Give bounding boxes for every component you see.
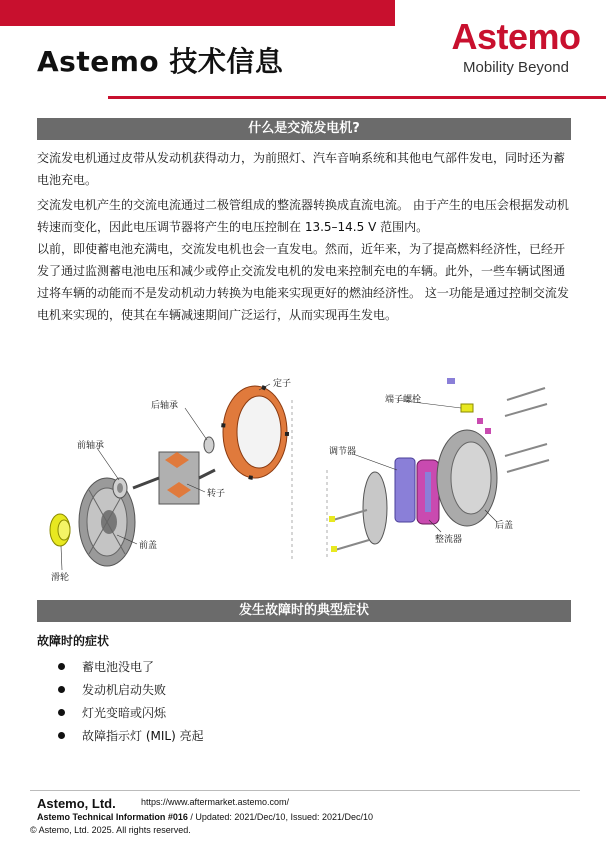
rear-bearing-part	[204, 437, 214, 453]
footer-company: Astemo, Ltd.	[37, 796, 116, 811]
bullet-icon	[58, 686, 65, 693]
symptoms-subheading: 故障时的症状	[37, 634, 110, 648]
bullet-icon	[58, 709, 65, 716]
rectifier-part	[417, 460, 439, 524]
label-rectifier: 整流器	[435, 535, 463, 545]
symptom-text: 灯光变暗或闪烁	[82, 705, 167, 720]
list-item	[58, 701, 204, 724]
list-item	[58, 655, 204, 678]
paragraph-1: 交流发电机通过皮带从发动机获得动力，为前照灯、汽车音响系统和其他电气部件发电，同时还为蓄电池充电。	[37, 151, 566, 187]
rear-cover-part	[437, 430, 497, 526]
bullet-icon	[58, 732, 65, 739]
paragraph-3: 以前，即使蓄电池充满电，交流发电机也会一直发电。然而，近年来，为了提高燃料经济性，已经开发了通过监测蓄电池电压和减少或停止交流发电机的发电来控制充电的车辆。此外，一些车辆试图通过将车辆的动能而不是发动机动力转换为电能来实现更好的燃油经济性。 这一功能是通过控制交流发电机来实现的，使其在车辆减速期间广泛运行，从而实现再生发电。	[37, 242, 569, 322]
terminal-bolt-part	[447, 378, 491, 434]
astemo-logo	[436, 18, 596, 78]
label-rear-bearing: 后轴承	[151, 401, 179, 411]
rotor-part	[133, 452, 215, 504]
label-pulley: 滑轮	[51, 573, 70, 583]
pulley-part	[50, 514, 70, 546]
symptom-text: 发动机启动失败	[82, 682, 167, 697]
alternator-exploded-diagram	[37, 360, 577, 590]
label-front-bearing: 前轴承	[77, 441, 105, 451]
list-item	[58, 678, 204, 701]
page-title: Astemo 技术信息	[37, 45, 284, 78]
logo-tagline: Mobility Beyond	[463, 59, 569, 76]
symptom-text: 故障指示灯 (MIL) 亮起	[82, 728, 204, 743]
label-terminal-bolt: 端子螺栓	[385, 395, 422, 405]
stator-part	[223, 386, 287, 478]
symptom-text: 蓄电池没电了	[82, 659, 155, 674]
paragraph-2: 交流发电机产生的交流电流通过二极管组成的整流器转换成直流电流。 由于产生的电压会根据发动机转速而变化，因此电压调节器将产生的电压控制在 13.5–14.5 V 范围内。	[37, 198, 569, 234]
section-heading-what-is-alternator: 什么是交流发电机?	[37, 118, 571, 140]
footer-url-link[interactable]: https://www.aftermarket.astemo.com/	[141, 797, 290, 807]
footer-document-info	[37, 812, 373, 822]
label-stator: 定子	[273, 379, 292, 389]
header-red-bar	[0, 0, 395, 26]
bullet-icon	[58, 663, 65, 670]
footer-copyright: © Astemo, Ltd. 2025. All rights reserved.	[30, 825, 191, 835]
label-regulator: 调节器	[329, 447, 357, 457]
section-heading-failure-symptoms: 发生故障时的典型症状	[37, 600, 571, 622]
label-rear-cover: 后盖	[495, 521, 514, 531]
symptom-list	[58, 655, 204, 747]
logo-wordmark: Astemo	[451, 16, 581, 57]
footer-dates: / Updated: 2021/Dec/10, Issued: 2021/Dec/10	[187, 812, 373, 822]
regulator-part	[363, 458, 415, 544]
header-red-rule	[108, 96, 606, 99]
front-bearing-part	[113, 478, 127, 498]
label-front-cover: 前盖	[139, 541, 158, 551]
footer-doc-id: Astemo Technical Information #016	[37, 812, 188, 822]
footer-divider	[30, 790, 580, 791]
label-rotor: 转子	[207, 489, 226, 499]
list-item	[58, 724, 204, 747]
